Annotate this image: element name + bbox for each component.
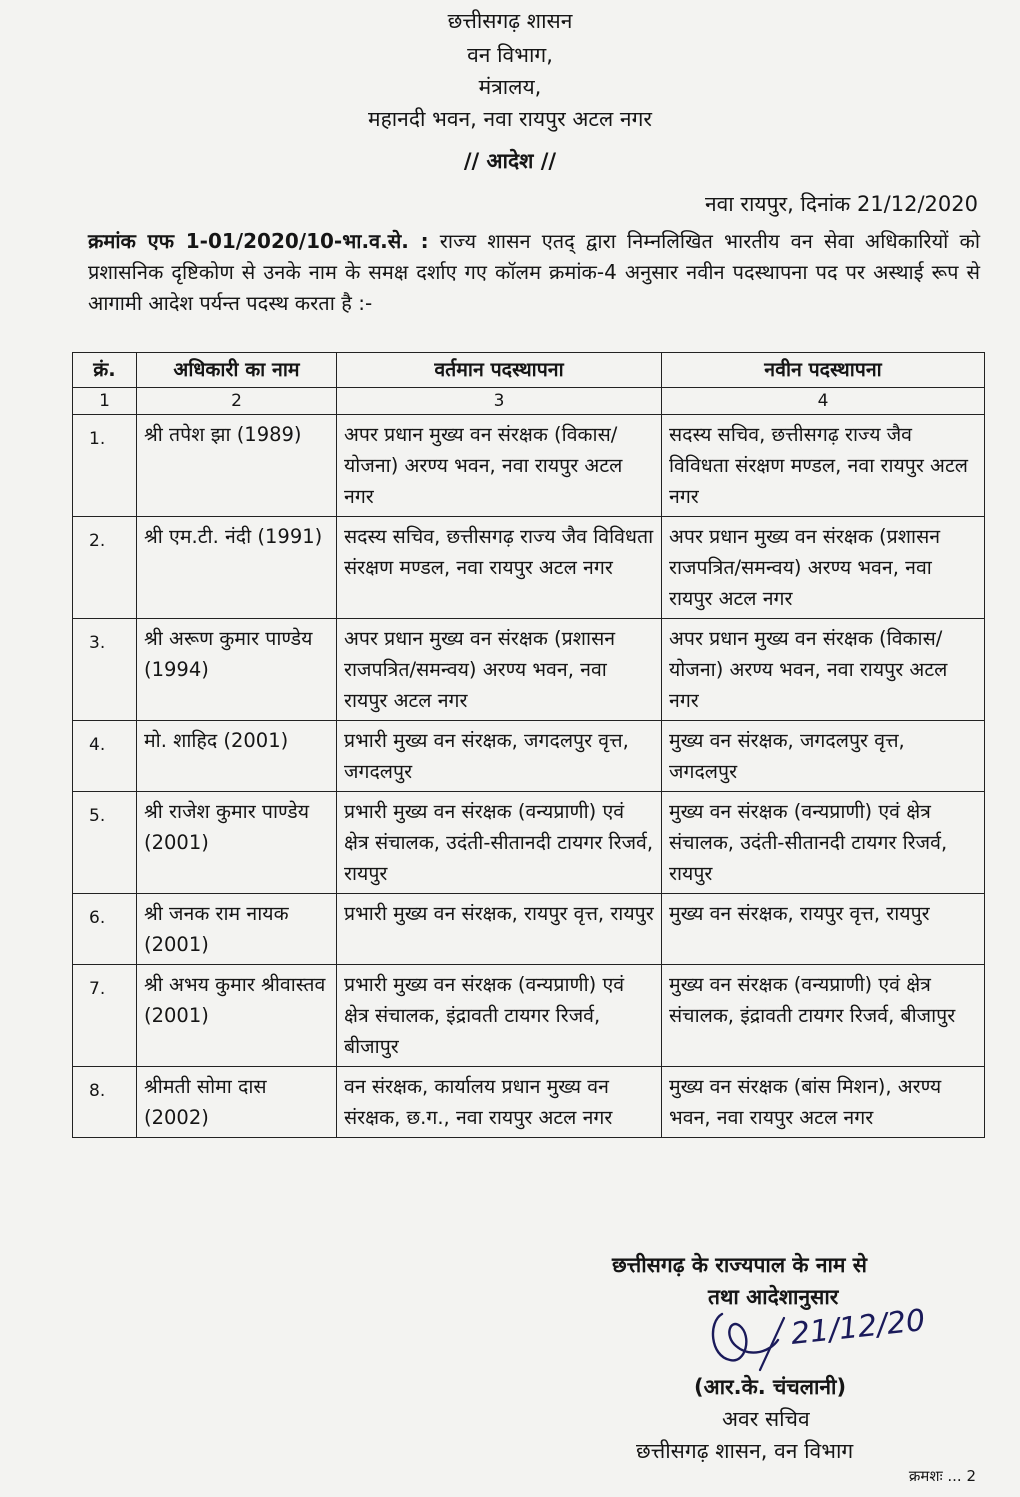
table-row — [73, 721, 985, 792]
row-new-posting: मुख्य वन संरक्षक (वन्यप्राणी) एवं क्षेत्र संचालक, उदंती-सीतानदी टायगर रिजर्व, रायपुर — [662, 792, 985, 894]
table-row — [73, 1067, 985, 1138]
row-officer-name: श्रीमती सोमा दास (2002) — [137, 1067, 337, 1138]
row-sn: 8. — [73, 1067, 137, 1138]
row-officer-name: श्री तपेश झा (1989) — [137, 415, 337, 517]
signature-authority-line: छत्तीसगढ़ के राज्यपाल के नाम से — [612, 1253, 867, 1277]
row-officer-name: श्री अभय कुमार श्रीवास्तव (2001) — [137, 965, 337, 1067]
header-sn: क्रं. — [73, 353, 137, 388]
row-officer-name: मो. शाहिद (2001) — [137, 721, 337, 792]
row-current-posting: सदस्य सचिव, छत्तीसगढ़ राज्य जैव विविधता संरक्षण मण्डल, नवा रायपुर अटल नगर — [337, 517, 662, 619]
signatory-department: छत्तीसगढ़ शासन, वन विभाग — [636, 1439, 854, 1463]
row-sn: 2. — [73, 517, 137, 619]
intro-text: राज्य शासन एतद् द्वारा निम्नलिखित भारतीय वन सेवा अधिकारियों को प्रशासनिक दृष्टिकोण से उनके नाम के समक्ष दर्शाए गए कॉलम क्रमांक-4 अनुसार नवीन पदस्थापना पद पर अस्थाई रूप से आगामी आदेश पर्यन्त पदस्थ करता है :- — [88, 229, 980, 315]
signature-order-line: तथा आदेशानुसार — [708, 1285, 839, 1309]
row-officer-name: श्री राजेश कुमार पाण्डेय (2001) — [137, 792, 337, 894]
col-number: 2 — [137, 388, 337, 415]
table-row — [73, 792, 985, 894]
header-officer-name: अधिकारी का नाम — [137, 353, 337, 388]
row-officer-name: श्री जनक राम नायक (2001) — [137, 894, 337, 965]
date-line: नवा रायपुर, दिनांक 21/12/2020 — [704, 192, 978, 216]
row-sn: 7. — [73, 965, 137, 1067]
table-header-row — [73, 353, 985, 388]
col-number: 3 — [337, 388, 662, 415]
col-number: 1 — [73, 388, 137, 415]
row-new-posting: सदस्य सचिव, छत्तीसगढ़ राज्य जैव विविधता संरक्षण मण्डल, नवा रायपुर अटल नगर — [662, 415, 985, 517]
row-sn: 3. — [73, 619, 137, 721]
row-current-posting: वन संरक्षक, कार्यालय प्रधान मुख्य वन संरक्षक, छ.ग., नवा रायपुर अटल नगर — [337, 1067, 662, 1138]
column-number-row — [73, 388, 985, 415]
row-current-posting: प्रभारी मुख्य वन संरक्षक, रायपुर वृत्त, रायपुर — [337, 894, 662, 965]
continued-marker: क्रमशः ... 2 — [908, 1467, 976, 1485]
table-row — [73, 517, 985, 619]
row-new-posting: मुख्य वन संरक्षक (वन्यप्राणी) एवं क्षेत्र संचालक, इंद्रावती टायगर रिजर्व, बीजापुर — [662, 965, 985, 1067]
intro-paragraph — [88, 226, 980, 319]
row-officer-name: श्री अरूण कुमार पाण्डेय (1994) — [137, 619, 337, 721]
row-current-posting: अपर प्रधान मुख्य वन संरक्षक (विकास/योजना) अरण्य भवन, नवा रायपुर अटल नगर — [337, 415, 662, 517]
row-new-posting: अपर प्रधान मुख्य वन संरक्षक (विकास/योजना) अरण्य भवन, नवा रायपुर अटल नगर — [662, 619, 985, 721]
row-new-posting: मुख्य वन संरक्षक, जगदलपुर वृत्त, जगदलपुर — [662, 721, 985, 792]
header-department: वन विभाग, — [467, 43, 553, 67]
table-row — [73, 894, 985, 965]
header-new-posting: नवीन पदस्थापना — [662, 353, 985, 388]
row-current-posting: प्रभारी मुख्य वन संरक्षक, जगदलपुर वृत्त, जगदलपुर — [337, 721, 662, 792]
header-address: महानदी भवन, नवा रायपुर अटल नगर — [368, 107, 652, 131]
row-new-posting: मुख्य वन संरक्षक (बांस मिशन), अरण्य भवन, नवा रायपुर अटल नगर — [662, 1067, 985, 1138]
row-sn: 5. — [73, 792, 137, 894]
row-current-posting: प्रभारी मुख्य वन संरक्षक (वन्यप्राणी) एवं क्षेत्र संचालक, इंद्रावती टायगर रिजर्व, बीजापुर — [337, 965, 662, 1067]
row-sn: 4. — [73, 721, 137, 792]
header-current-posting: वर्तमान पदस्थापना — [337, 353, 662, 388]
transfer-table — [72, 352, 985, 1138]
row-current-posting: अपर प्रधान मुख्य वन संरक्षक (प्रशासन राजपत्रित/समन्वय) अरण्य भवन, नवा रायपुर अटल नगर — [337, 619, 662, 721]
signatory-designation: अवर सचिव — [722, 1407, 810, 1431]
row-officer-name: श्री एम.टी. नंदी (1991) — [137, 517, 337, 619]
signature-date-handwritten: 21/12/20 — [789, 1303, 927, 1352]
table-row — [73, 965, 985, 1067]
row-new-posting: अपर प्रधान मुख्य वन संरक्षक (प्रशासन राजपत्रित/समन्वय) अरण्य भवन, नवा रायपुर अटल नगर — [662, 517, 985, 619]
order-title: // आदेश // — [463, 149, 557, 173]
table-row — [73, 619, 985, 721]
col-number: 4 — [662, 388, 985, 415]
signatory-name: (आर.के. चंचलानी) — [694, 1375, 847, 1399]
order-reference: क्रमांक एफ 1-01/2020/10-भा.व.से. : — [88, 229, 429, 253]
row-new-posting: मुख्य वन संरक्षक, रायपुर वृत्त, रायपुर — [662, 894, 985, 965]
handwritten-signature — [700, 1300, 930, 1380]
row-current-posting: प्रभारी मुख्य वन संरक्षक (वन्यप्राणी) एवं क्षेत्र संचालक, उदंती-सीतानदी टायगर रिजर्व, रायपुर — [337, 792, 662, 894]
row-sn: 1. — [73, 415, 137, 517]
table-row — [73, 415, 985, 517]
header-government: छत्तीसगढ़ शासन — [447, 9, 573, 33]
header-ministry: मंत्रालय, — [478, 75, 542, 99]
row-sn: 6. — [73, 894, 137, 965]
